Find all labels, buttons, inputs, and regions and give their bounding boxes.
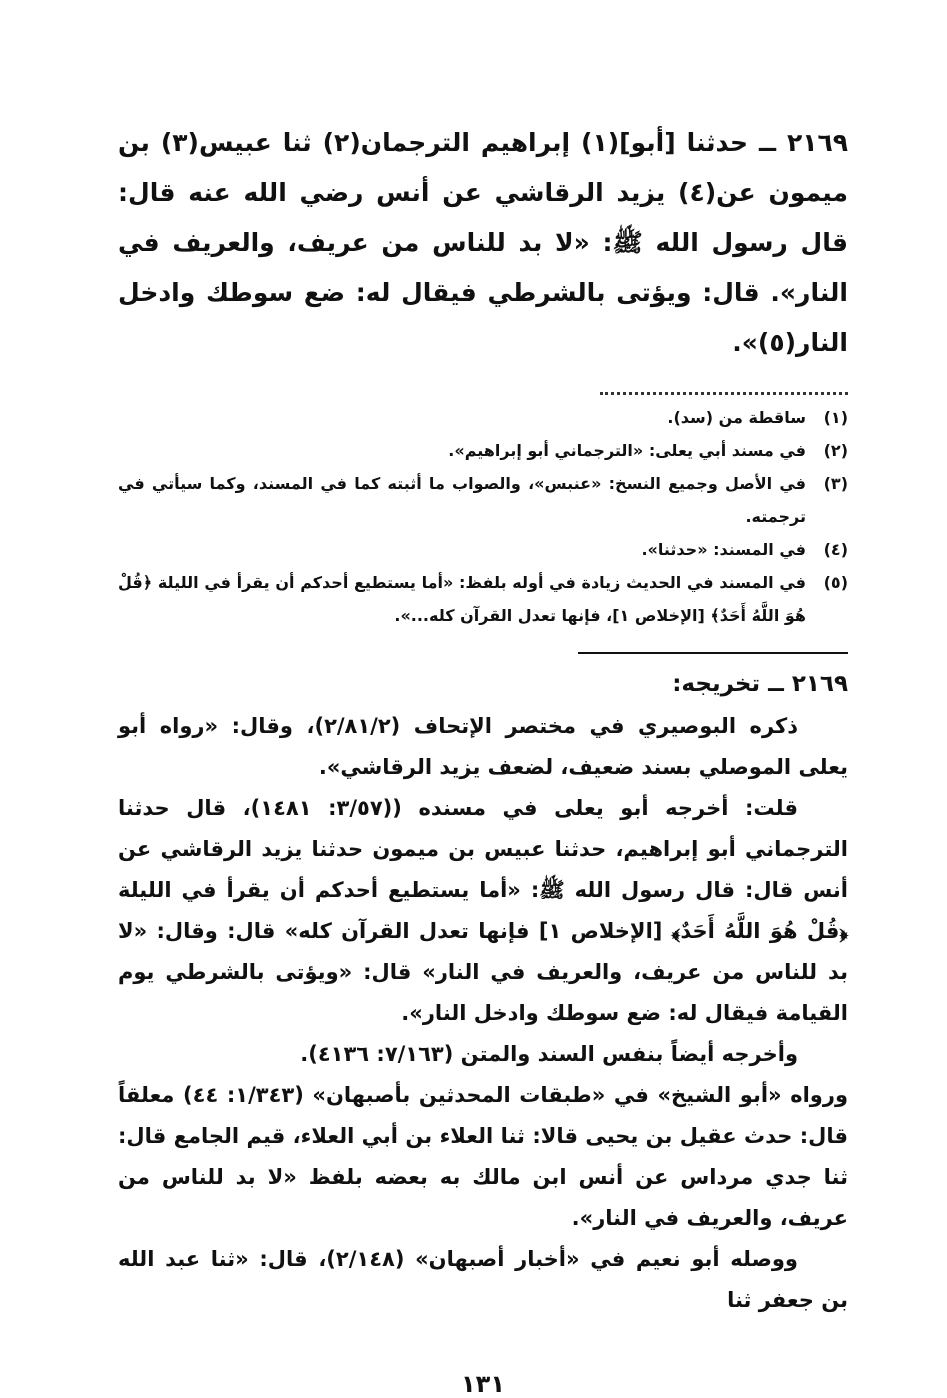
takhrij-paragraph: قلت: أخرجه أبو يعلى في مسنده ((٣/٥٧: ١٤٨١)، قال حدثنا الترجماني أبو إبراهيم، حدثنا عبيس بن ميمون حدثنا يزيد الرقاشي عن أنس قال: قال رسول الله ﷺ: «أما يستطيع أحدكم أن يقرأ في الليلة ﴿قُلْ هُوَ اللَّهُ أَحَدٌ﴾ [الإخلاص ١] فإنها تعدل القرآن كله» قال: وقال: «لا بد للناس من عريف، والعريف في النار» قال: «ويؤتى بالشرطي يوم القيامة فيقال له: ضع سوطك وادخل النار». — [118, 796, 848, 1025]
footnote-item — [118, 566, 848, 632]
footnote-number: (٢) — [823, 441, 848, 460]
takhrij-paragraph: ذكره البوصيري في مختصر الإتحاف (٢/٨١/٢)، وقال: «رواه أبو يعلى الموصلي بسند ضعيف، لضعف يزيد الرقاشي». — [118, 714, 848, 779]
footnote-number: (٣) — [823, 474, 848, 493]
takhrij-title: ٢١٦٩ ــ تخريجه: — [672, 671, 848, 697]
book-page — [118, 108, 849, 1398]
takhrij-paragraph: وأخرجه أيضاً بنفس السند والمتن (٧/١٦٣: ٤١٣٦). — [300, 1042, 798, 1066]
footnote-item — [118, 401, 848, 434]
footnote-text: في المسند في الحديث زيادة في أوله بلفظ: «أما يستطيع أحدكم أن يقرأ في الليلة ﴿قُلْ هُوَ اللَّهُ أَحَدٌ﴾ [الإخلاص ١]، فإنها تعدل القرآن كله...». — [118, 573, 806, 625]
footnote-text: ساقطة من (سد). — [667, 408, 806, 427]
footnote-item — [118, 467, 848, 533]
footnote-number: (٤) — [823, 540, 848, 559]
footnote-text: في المسند: «حدثنا». — [641, 540, 806, 559]
footnote-item — [118, 533, 848, 566]
footnotes-list — [118, 401, 848, 632]
dotted-separator — [600, 382, 848, 395]
footnote-text: في الأصل وجميع النسخ: «عنبس»، والصواب ما أثبته كما في المسند، وكما سيأتي في ترجمته. — [118, 474, 806, 526]
footnote-number: (٥) — [823, 573, 848, 592]
takhrij-paragraph: ورواه «أبو الشيخ» في «طبقات المحدثين بأصبهان» (١/٣٤٣: ٤٤) معلقاً قال: حدث عقيل بن يحيى قالا: ثنا العلاء بن أبي العلاء، قيم الجامع قال: ثنا جدي مرداس عن أنس ابن مالك به بعضه بلفظ «لا بد للناس من عريف، والعريف في النار». — [118, 1083, 848, 1230]
hadith-paragraph: ٢١٦٩ ــ حدثنا [أبو](١) إبراهيم الترجمان(٢) ثنا عبيس(٣) بن ميمون عن(٤) يزيد الرقاشي عن أنس رضي الله عنه قال: قال رسول الله ﷺ: «لا بد للناس من عريف، والعريف في النار». قال: ويؤتى بالشرطي فيقال له: ضع سوطك وادخل النار(٥)». — [118, 128, 849, 357]
footnote-text: في مسند أبي يعلى: «الترجماني أبو إبراهيم». — [448, 441, 806, 460]
section-divider — [578, 652, 848, 654]
page-number: ١٣١ — [461, 1370, 505, 1398]
footnote-number: (١) — [823, 408, 848, 427]
takhrij-body — [118, 706, 848, 1321]
hadith-text — [118, 118, 848, 368]
footnote-item — [118, 434, 848, 467]
takhrij-paragraph: ووصله أبو نعيم في «أخبار أصبهان» (٢/١٤٨)، قال: «ثنا عبد الله بن جعفر ثنا — [118, 1247, 848, 1312]
